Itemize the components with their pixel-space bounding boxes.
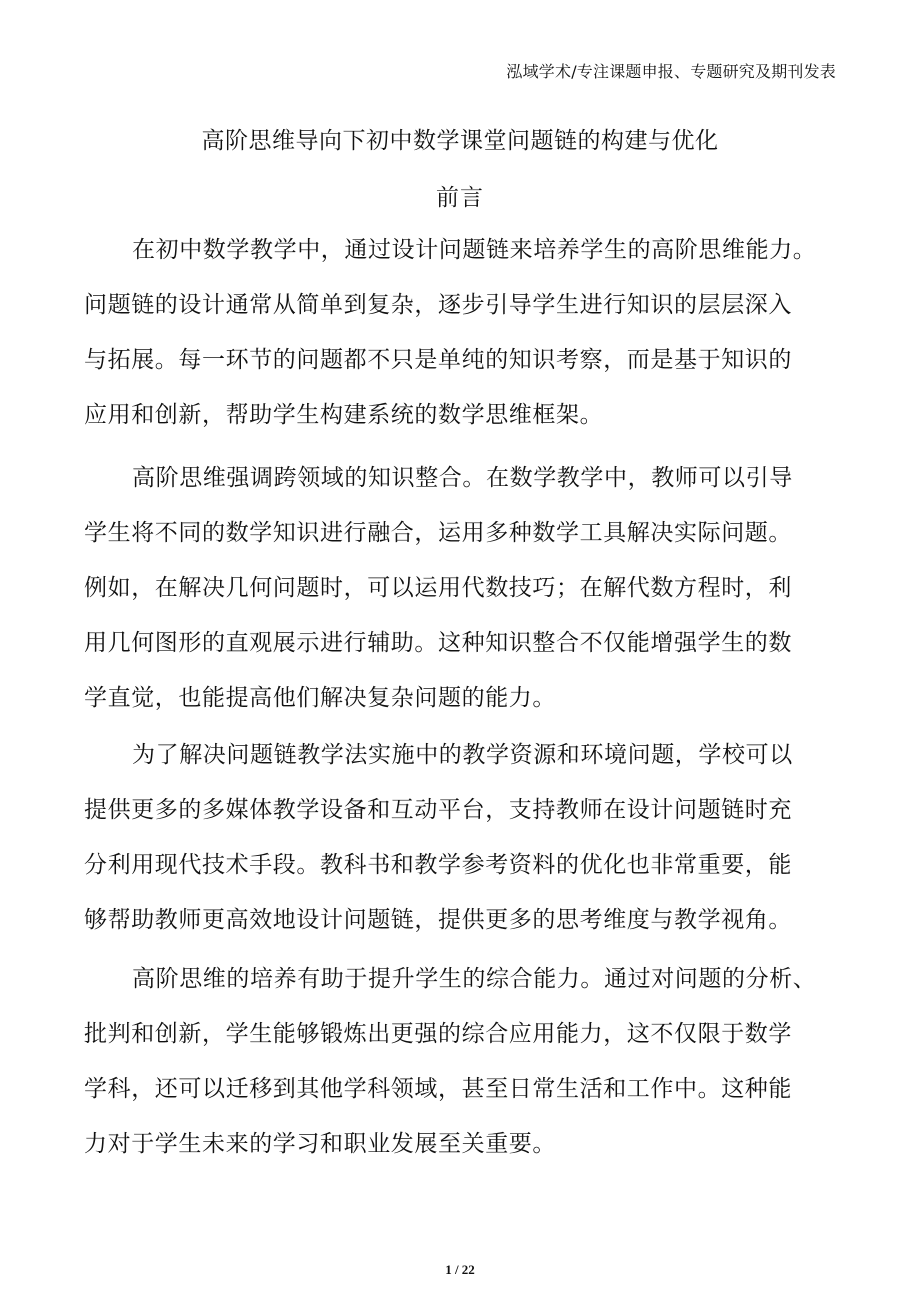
paragraph-line: 力对于学生未来的学习和职业发展至关重要。 <box>84 1131 556 1157</box>
paragraph-line: 学生将不同的数学知识进行融合，运用多种数学工具解决实际问题。 <box>84 520 792 546</box>
paragraph-line: 高阶思维的培养有助于提升学生的综合能力。通过对问题的分析、 <box>132 966 817 992</box>
paragraph-line: 分利用现代技术手段。教科书和教学参考资料的优化也非常重要，能 <box>84 852 792 878</box>
paragraph-line: 用几何图形的直观展示进行辅助。这种知识整合不仅能增强学生的数 <box>84 630 792 656</box>
paragraph-line: 学直觉，也能提高他们解决复杂问题的能力。 <box>84 685 556 711</box>
page-number: 1 / 22 <box>445 1262 475 1277</box>
section-heading: 前言 <box>436 185 484 211</box>
paragraph-line: 够帮助教师更高效地设计问题链，提供更多的思考维度与教学视角。 <box>84 907 792 933</box>
paragraph-line: 高阶思维强调跨领域的知识整合。在数学教学中，教师可以引导 <box>132 465 793 491</box>
paragraph-line: 与拓展。每一环节的问题都不只是单纯的知识考察，而是基于知识的 <box>84 347 792 373</box>
paragraph-3 <box>84 728 854 948</box>
paragraph-line: 应用和创新，帮助学生构建系统的数学思维框架。 <box>84 402 604 428</box>
paragraph-line: 提供更多的多媒体教学设备和互动平台，支持教师在设计问题链时充 <box>84 797 792 823</box>
paragraph-line: 例如，在解决几何问题时，可以运用代数技巧；在解代数方程时，利 <box>84 575 792 601</box>
paragraph-2 <box>84 451 854 726</box>
paragraph-line: 批判和创新，学生能够锻炼出更强的综合应用能力，这不仅限于数学 <box>84 1021 792 1047</box>
paragraph-4 <box>84 952 854 1172</box>
header-note: 泓域学术/专注课题申报、专题研究及期刊发表 <box>506 62 836 81</box>
paragraph-line: 为了解决问题链教学法实施中的教学资源和环境问题，学校可以 <box>132 742 793 768</box>
paragraph-line: 问题链的设计通常从简单到复杂，逐步引导学生进行知识的层层深入 <box>84 292 792 318</box>
document-title: 高阶思维导向下初中数学课堂问题链的构建与优化 <box>201 128 719 154</box>
paragraph-line: 学科，还可以迁移到其他学科领域，甚至日常生活和工作中。这种能 <box>84 1076 792 1102</box>
paragraph-1 <box>84 223 854 443</box>
paragraph-line: 在初中数学教学中，通过设计问题链来培养学生的高阶思维能力。 <box>132 237 817 263</box>
